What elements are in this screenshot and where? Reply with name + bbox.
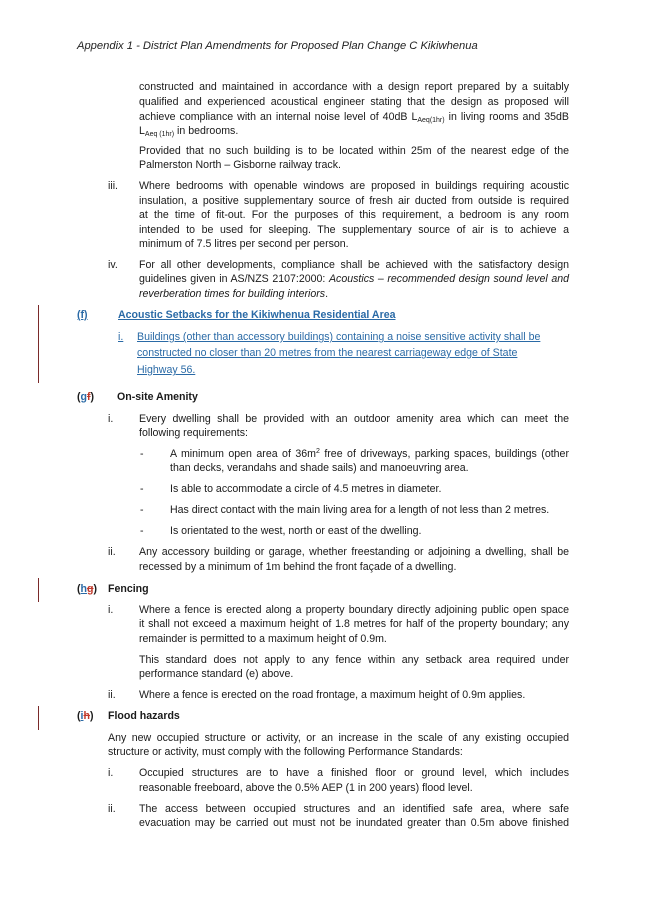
section-i-label: (ih) xyxy=(77,710,94,722)
section-f-title: Acoustic Setbacks for the Kikiwhenua Residential Area xyxy=(118,309,396,321)
change-bar xyxy=(38,706,39,730)
section-g-label: (gf) xyxy=(77,391,95,403)
section-h-label: (hg) xyxy=(77,583,98,595)
change-bar xyxy=(38,305,39,383)
page-header: Appendix 1 - District Plan Amendments for Proposed Plan Change C Kikiwhenua xyxy=(77,40,478,52)
change-bar xyxy=(38,578,39,602)
section-i-title: Flood hazards xyxy=(108,710,180,722)
section-g-title: On-site Amenity xyxy=(117,391,198,403)
section-h-title: Fencing xyxy=(108,583,149,595)
section-f-label: (f) xyxy=(77,309,88,321)
